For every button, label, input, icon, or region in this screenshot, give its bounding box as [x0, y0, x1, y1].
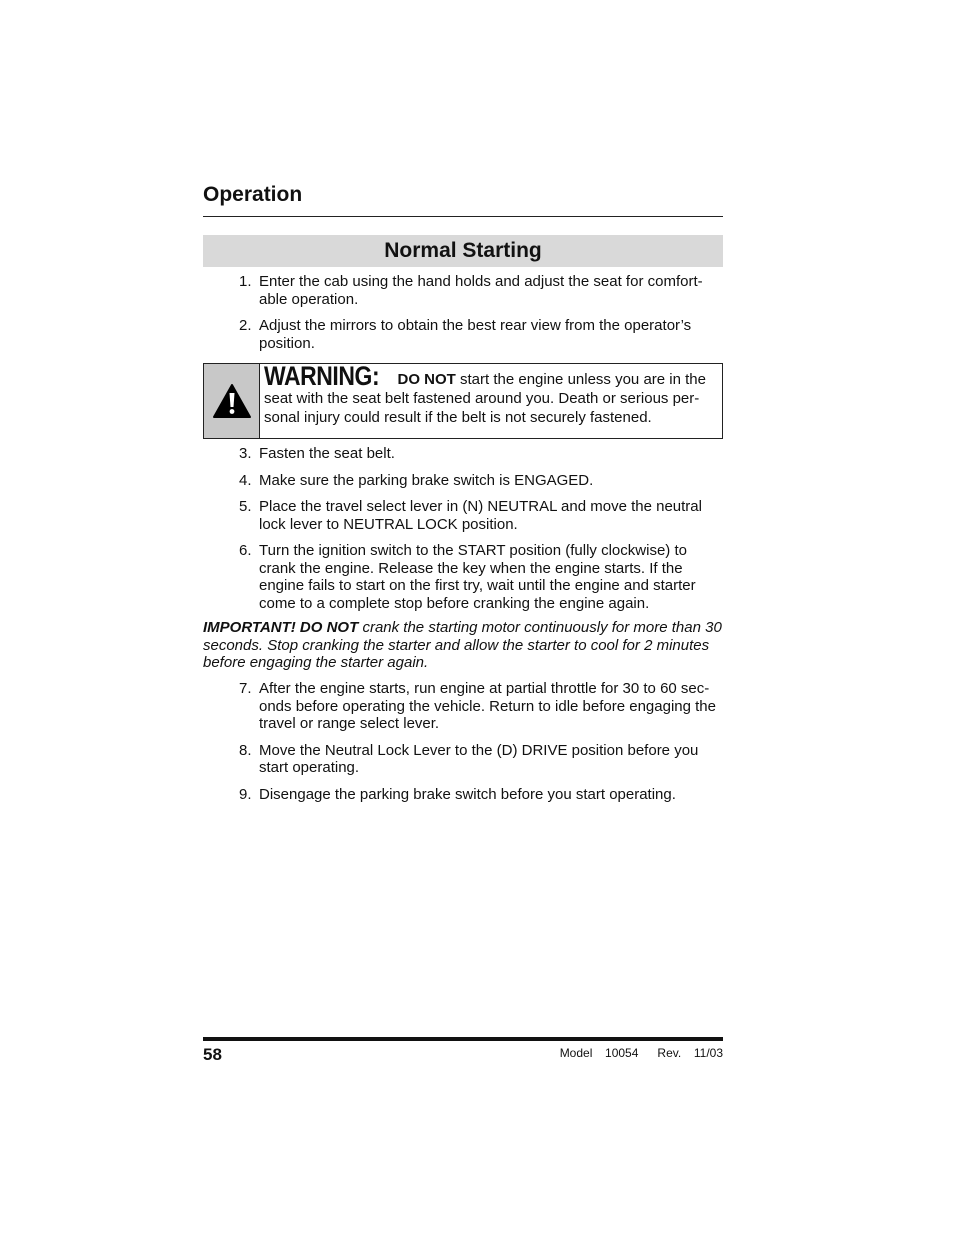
- list-item: [203, 542, 723, 612]
- step-text: Fasten the seat belt.: [259, 445, 395, 462]
- step-number: 3.: [239, 445, 252, 462]
- step-text: Move the Neutral Lock Lever to the (D) DRIVE position before you start operating.: [259, 741, 699, 776]
- step-number: 7.: [239, 680, 252, 697]
- warning-icon-cell: [204, 364, 260, 438]
- step-number: 6.: [239, 542, 252, 559]
- step-text: Disengage the parking brake switch before you start operating.: [259, 785, 676, 803]
- step-text: Place the travel select lever in (N) NEUTRAL and move the neutral lock lever to NEUTRAL LOCK position.: [259, 498, 702, 533]
- step-number: 2.: [239, 317, 252, 334]
- page-header: [203, 182, 723, 217]
- warning-text: [260, 361, 722, 438]
- warning-emphasis: DO NOT: [397, 371, 456, 388]
- important-note: [203, 619, 723, 672]
- list-item: [203, 498, 723, 533]
- footer-rule: [203, 1037, 723, 1041]
- steps-list-a: [203, 273, 723, 361]
- list-item: [203, 680, 723, 733]
- steps-list-c: [203, 680, 723, 812]
- step-number: 4.: [239, 471, 252, 489]
- important-lead: IMPORTANT! DO NOT: [203, 619, 359, 636]
- step-number: 1.: [239, 273, 252, 290]
- step-number: 8.: [239, 741, 252, 759]
- steps-list-b: [203, 445, 723, 621]
- list-item: [203, 317, 723, 352]
- page-title: Operation: [203, 182, 723, 217]
- section-heading-bar: [203, 235, 723, 267]
- list-item: [203, 472, 723, 490]
- step-text: Make sure the parking brake switch is ENGAGED.: [259, 471, 594, 489]
- warning-triangle-icon: [212, 383, 252, 419]
- list-item: [203, 742, 723, 777]
- step-number: 9.: [239, 785, 252, 803]
- step-number: 5.: [239, 498, 252, 515]
- warning-box: [203, 363, 723, 439]
- warning-label: WARNING:: [264, 361, 380, 391]
- list-item: [203, 786, 723, 804]
- important-body: crank the starting motor continuously for more than 30 seconds. Stop cranking the starter and allow the starter to cool for 2 minutes before engaging the starter again.: [203, 619, 722, 671]
- page-number: 58: [203, 1045, 222, 1064]
- list-item: [203, 445, 723, 463]
- step-text: After the engine starts, run engine at partial throttle for 30 to 60 sec-onds before operating the vehicle. Return to idle before engaging the travel or range select lever.: [259, 680, 716, 732]
- warning-body: start the engine unless you are in the seat with the seat belt fastened around you. Death or serious per-sonal injury could result if the belt is not securely fastened.: [264, 371, 706, 426]
- section-title: Normal Starting: [384, 239, 542, 262]
- step-text: Turn the ignition switch to the START position (fully clockwise) to crank the engine. Release the key when the engine starts. If the engine fails to start on the first try, wait until the engine and starter come to a complete stop before cranking the engine again.: [259, 542, 696, 612]
- step-text: Adjust the mirrors to obtain the best rear view from the operator’s position.: [259, 317, 692, 352]
- step-text: Enter the cab using the hand holds and adjust the seat for comfort-able operation.: [259, 273, 703, 308]
- list-item: [203, 273, 723, 308]
- model-revision: Model 10054 Rev. 11/03: [559, 1046, 723, 1060]
